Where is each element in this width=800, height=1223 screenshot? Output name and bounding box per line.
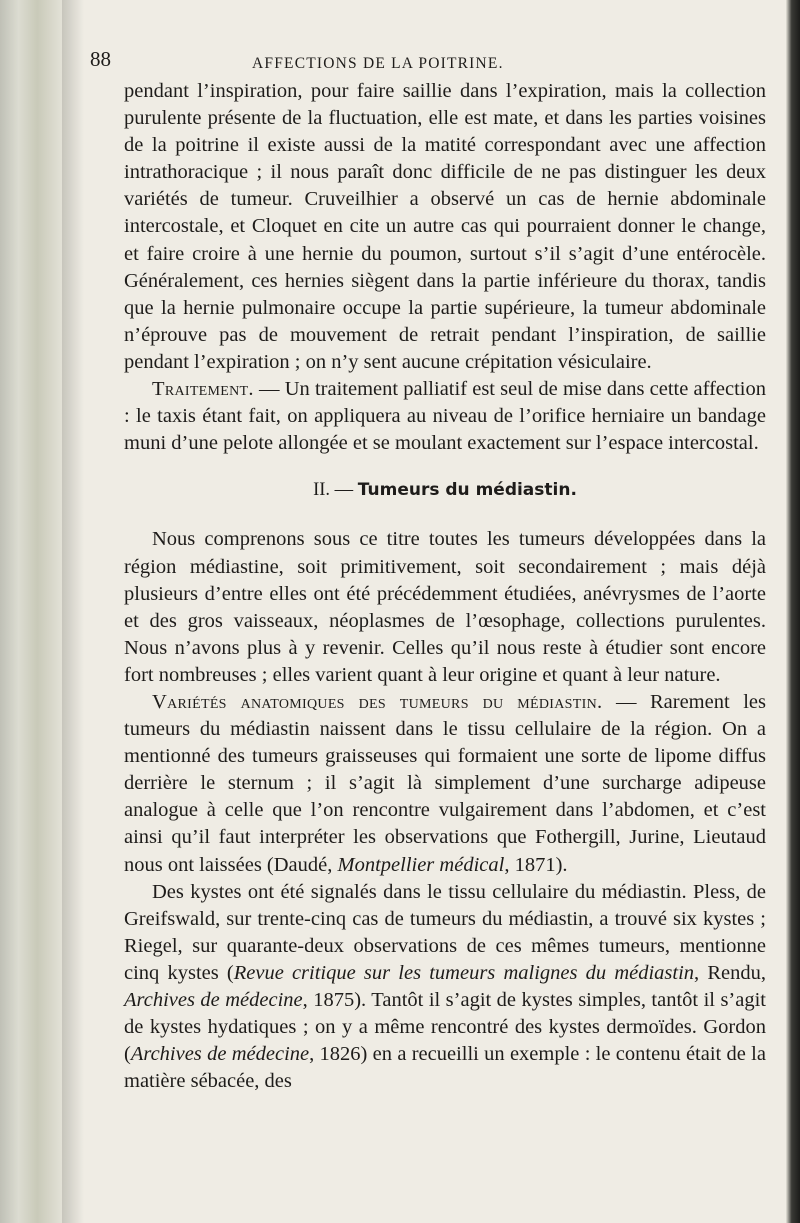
- kystes-reference-3: Archives de médecine: [130, 1043, 310, 1066]
- gutter-shadow: [62, 0, 84, 1223]
- kystes-text-2: , Rendu,: [694, 961, 766, 984]
- section-title: Tumeurs du médiastin.: [357, 480, 577, 501]
- kystes-reference-1: Revue critique sur les tumeurs malignes du médiastin: [233, 961, 695, 984]
- book-page: [90, 47, 766, 1095]
- page-right-edge: [786, 0, 800, 1223]
- varietes-text: — Rarement les tumeurs du médiastin naissent dans le tissu cellulaire de la région. On a mentionné des tumeurs graisseuses qui formaient une sorte de lipome diffus derrière le sternum ; il s’agit là simplement d’une surcharge adipeuse analogue à celle que l’on rencontre vulgairement dans l’abdomen, et c’est ainsi qu’il faut interpréter les observations que Fothergill, Jurine, Lieutaud nous ont laissées (Daudé,: [124, 690, 766, 876]
- kystes-reference-2: Archives de médecine: [124, 989, 303, 1011]
- kystes-text-1: Des kystes ont été signalés dans le tissu cellulaire du médiastin. Pless, de Greifswald, sur trente-cinq cas de tumeurs du médiastin, a trouvé six kystes ; Riegel, sur quarante-deux observations de ces mêmes tumeurs, mentionne cinq kystes (: [124, 880, 766, 984]
- paragraph-varietes: [124, 689, 766, 879]
- page-header: [90, 47, 766, 78]
- varietes-reference: Montpellier médical: [337, 853, 505, 876]
- traitement-text: — Un traitement palliatif est seul de mise dans cette affection : le taxis étant fait, on appliquera au niveau de l’orifice herniaire un bandage muni d’une pelote allongée et se moulant exactement sur l’espace intercostal.: [124, 378, 766, 455]
- book-binding-edge: [0, 0, 62, 1223]
- section-number: II. —: [313, 480, 354, 501]
- running-head: AFFECTIONS DE LA POITRINE.: [252, 55, 504, 72]
- page-number: 88: [90, 47, 111, 71]
- paragraph-kystes: [124, 879, 766, 1096]
- paragraph-hernie: pendant l’inspiration, pour faire saillie dans l’expiration, mais la collection purulente présente de la fluctuation, elle est mate, et dans les parties voisines de la poitrine il existe aussi de la matité correspondant avec une affection intrathoracique ; il nous paraît donc difficile de ne pas distinguer les deux variétés de tumeur. Cruveilhier a observé un cas de hernie abdominale intercostale, et Cloquet en cite un autre cas qui pourraient donner le change, et faire croire à une hernie du poumon, surtout s’il s’agit d’une entérocèle. Généralement, ces hernies siègent dans la partie inférieure du thorax, tandis que la hernie pulmonaire occupe la partie supérieure, la tumeur abdominale n’éprouve pas de mouvement de retrait pendant l’inspiration, de saillie pendant l’expiration ; on n’y sent aucune crépitation vésiculaire.: [124, 80, 766, 373]
- kystes-text-4: , 1826) en a recueilli un exemple : le contenu était de la matière sébacée, des: [124, 1043, 766, 1093]
- paragraph-traitement: [124, 376, 766, 457]
- paragraph-intro: Nous comprenons sous ce titre toutes les tumeurs développées dans la région médiastine, soit primitivement, soit secondairement ; mais déjà plusieurs d’entre elles ont été précédemment étudiées, anévrysmes de l’aorte et des gros vaisseaux, néoplasmes de l’œsophage, collections purulentes. Nous n’avons plus à y revenir. Celles qu’il nous reste à étudier sont encore fort nombreuses ; elles varient quant à leur origine et quant à leur nature.: [124, 528, 766, 686]
- section-heading: [124, 477, 766, 504]
- kystes-text-3: , 1875). Tantôt il s’agit de kystes simples, tantôt il s’agit de kystes hydatiques ; on y a même rencontré des kystes dermoïdes. Gordon (: [124, 989, 766, 1066]
- varietes-label: Variétés anatomiques des tumeurs du médiastin.: [152, 690, 603, 713]
- varietes-reference-end: , 1871).: [504, 853, 568, 876]
- traitement-label: Traitement.: [152, 378, 254, 401]
